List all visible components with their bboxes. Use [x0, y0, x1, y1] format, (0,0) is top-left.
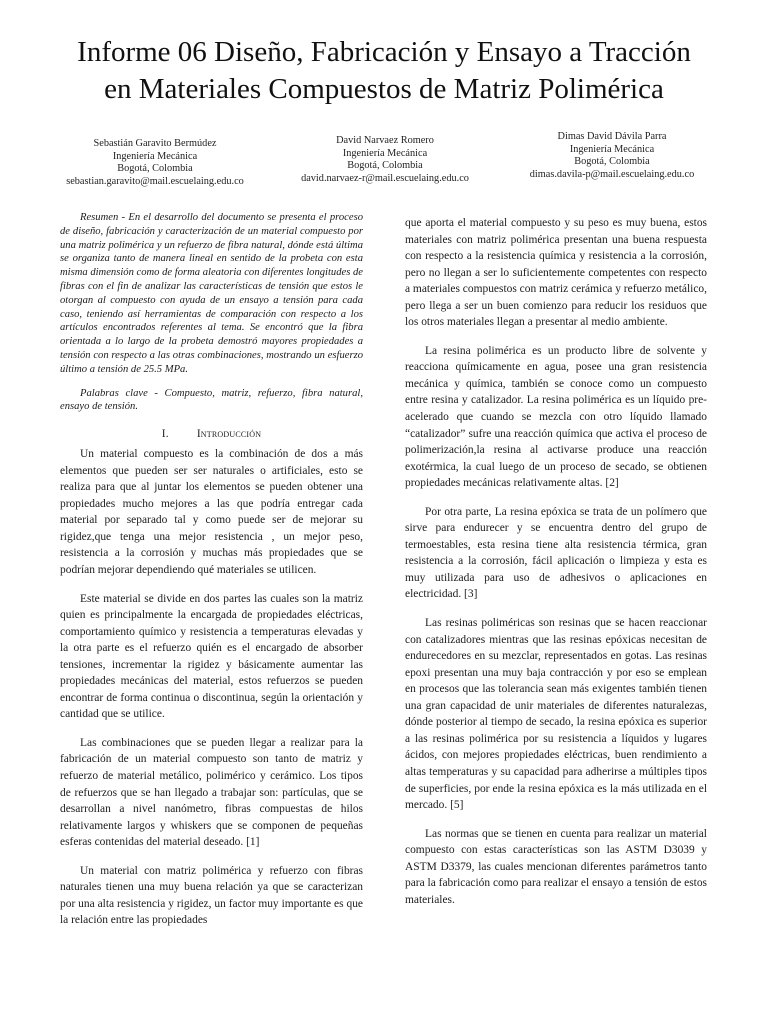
section-title: Introducción [196, 428, 262, 441]
author-department: Ingeniería Mecánica [342, 147, 428, 159]
section-number: I. [161, 428, 169, 441]
body-paragraph: Las resinas poliméricas son resinas que se hacen reaccionar con catalizadores mientras que las resinas epóxicas necesitan de endurecedores en su mezclar, representados en gotas. Las resinas epoxi presentan una muy baja contracción y por eso se emplean en procesos que las tolerancia sean más exigentes también tienen una gran capacidad de unir materiales de diferentes naturalezas, dónde posterior al tiempo de secado, la resina epóxica es superior a las resinas polimérica por su resistencia a líquidos y lugares ácidos, con mejores propiedades eléctricas, buen rendimiento a altas temperaturas y su capacidad para adherirse a múltiples tipos de superficies, por ende la resina epóxica es la más utilizada en el mercado. [5] [405, 617, 707, 812]
body-paragraph: Este material se divide en dos partes las cuales son la matriz quien es principalmente la encargada de propiedades eléctricas, comportamiento químico y resistencia a temperaturas elevadas y la otra parte es el refuerzo quién es el encargado de absorber tensiones, incrementar la rigidez y básicamente aumentar las propiedades mecánicas del material, estos refuerzos se pueden encontrar de forma continua o discontinua, según la orientación y cantidad que se utilice. [60, 592, 363, 721]
body-paragraph-continued: que aporta el material compuesto y su peso es muy buena, estos materiales con matriz polimérica presentan una buena respuesta con respecto a la resistencia química y resistencia a la corrosión, pero no llegan a ser lo suficientemente competentes con respecto a materiales compuestos con matriz cerámica y refuerzo metálico, pero llega a ser un buen comienzo para reducir los residuos que los otros materiales llegan a presentar al medio ambiente. [405, 217, 707, 329]
section-heading-introduccion [60, 426, 363, 442]
author-name: Sebastián Garavito Bermúdez [93, 138, 217, 149]
keywords: Palabras clave - Compuesto, matriz, refuerzo, fibra natural, ensayo de tensión. [60, 387, 363, 413]
body-paragraph: Un material compuesto es la combinación de dos a más elementos que pueden ser ser naturales o artificiales, esto se realiza para que al juntar los elementos se pueden obtener una propiedades mucho mejores a las que podría entregar cada material por separado tal y como puede ser de mejorar su rigidez,que tenga una mejor resistencia , un mejor peso, resistencia a la corrosión y muchas más propiedades que se podrían mejorar dependiendo qué materiales se utilicen. [60, 448, 363, 576]
paper-title [30, 34, 738, 108]
author-email: dimas.davila-p@mail.escuelaing.edu.co [529, 168, 695, 180]
body-paragraph: Las combinaciones que se pueden llegar a realizar para la fabricación de un material compuesto son tanto de matriz y refuerzo de material metálico, polimérico y cerámico. Los tipos de refuerzos que se han llegado a trabajar son: partículas, que se desarrollan a nivel nanómetro, fibras compuestas de hilos relativamente largos y whiskers que se componen de pequeñas esferas contenidas del material deseado. [1] [60, 736, 363, 849]
author-department: Ingeniería Mecánica [112, 150, 198, 162]
author-email: sebastian.garavito@mail.escuelaing.edu.co [66, 175, 244, 187]
author-department: Ingeniería Mecánica [569, 143, 655, 155]
left-column [60, 211, 363, 929]
author-name: Dimas David Dávila Parra [557, 131, 667, 142]
author-city: Bogotá, Colombia [117, 163, 193, 175]
author-block-1 [56, 138, 254, 188]
body-paragraph: Las normas que se tienen en cuenta para realizar un material compuesto con estas características son las ASTM D3039 y ASTM D3379, las cuales mencionan diferentes parámetros tanto para la fabricación como para realizar el ensayo a tensión de estos materiales. [405, 827, 707, 906]
author-block-2 [270, 135, 500, 185]
body-paragraph: Un material con matriz polimérica y refuerzo con fibras naturales tienen una muy buena relación ya que se caracterizan por una alta resistencia y rigidez, un factor muy importante es que la relación entre las propiedades [60, 864, 363, 927]
paper-title-line-2: en Materiales Compuestos de Matriz Polimérica [104, 73, 664, 105]
paper-title-line-1: Informe 06 Diseño, Fabricación y Ensayo a Tracción [77, 36, 691, 68]
body-paragraph: Por otra parte, La resina epóxica se trata de un polímero que sirve para endurecer y se encuentra dentro del grupo de termoestables, esta resina tiene alta resistencia térmica, gran resistencia a la corrosión, fácil aplicación o limpieza y esta es muy utilizada para uso de adhesivos o aplicaciones en electricidad. [3] [405, 505, 707, 601]
author-block-3 [506, 131, 718, 181]
author-name: David Narvaez Romero [336, 135, 434, 146]
author-email: david.narvaez-r@mail.escuelaing.edu.co [301, 172, 469, 184]
abstract: Resumen - En el desarrollo del documento se presenta el proceso de diseño, fabricación y caracterización de un material compuesto por una matriz polimérica y un refuerzo de fibra natural, dónde está última se organiza tanto de manera lineal en sentido de la probeta con esta misma dimensión como de forma aleatoria con diferentes longitudes de fibras con el fin de analizar las características de tensión que estos le otorgan al compuesto con ayuda de un ensayo a tensión para cada caso, teniendo así herramientas de comparación con respecto a los artículos encontrados referentes al tema. Se encontró que la fibra orientada a lo largo de la probeta demostró mayores propiedades a tensión con respecto a las otras combinaciones, mostrando un esfuerzo último a tensión de 25.5 MPa. [60, 212, 363, 375]
author-city: Bogotá, Colombia [347, 160, 423, 172]
right-column [405, 215, 707, 908]
body-paragraph: La resina polimérica es un producto libre de solvente y reacciona químicamente en agua, posee una gran resistencia mecánica y química, también se conoce como un compuesto entre resina y catalizador. La resina polimérica es un líquido pre-acelerado que cuando se mezcla con otro líquido llamado “catalizador” sufre una reacción química que activa el proceso de polimerización,la resina al activarse produce una reacción exotérmica, la cual luego de un proceso de secado, se obtienen propiedades mecánicas relativamente altas. [2] [405, 344, 707, 490]
author-city: Bogotá, Colombia [574, 156, 650, 168]
